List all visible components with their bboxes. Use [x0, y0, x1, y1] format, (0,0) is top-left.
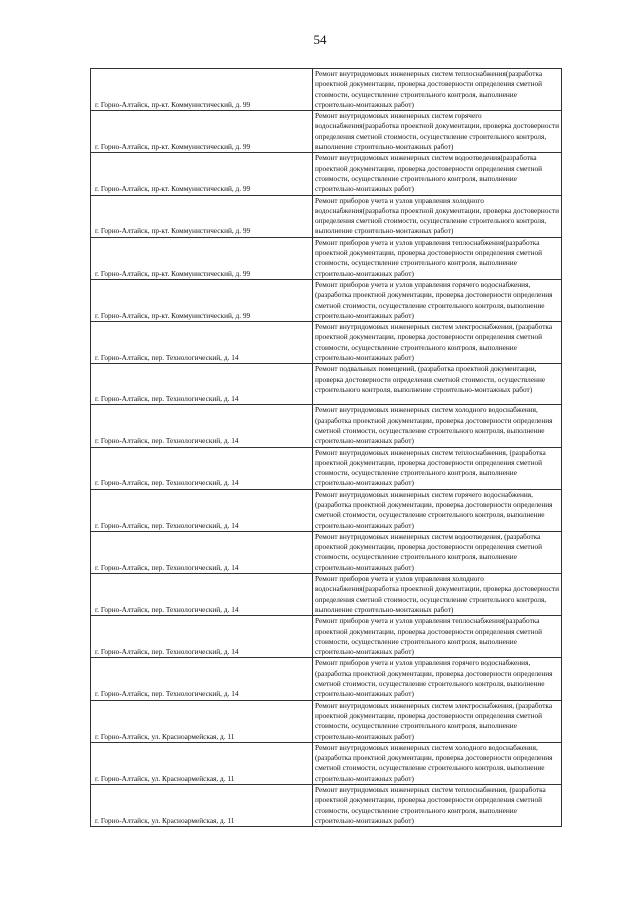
works-table-body — [91, 69, 562, 827]
table-row — [91, 785, 562, 827]
table-row — [91, 742, 562, 784]
work-description-cell: Ремонт приборов учета и узлов управления горячего водоснабжения, (разработка проектной документации, проверка достоверности определения сметной стоимости, осуществление строительного контроля, выполнение строительно-монтажных работ) — [313, 279, 562, 321]
address-cell: г. Горно-Алтайск, пр-кт. Коммунистический, д. 99 — [91, 69, 313, 111]
table-row — [91, 489, 562, 531]
table-row — [91, 531, 562, 573]
address-cell: г. Горно-Алтайск, ул. Красноармейская, д. 11 — [91, 700, 313, 742]
address-cell: г. Горно-Алтайск, пер. Технологический, д. 14 — [91, 616, 313, 658]
work-description-cell: Ремонт внутридомовых инженерных систем холодного водоснабжения, (разработка проектной документации, проверка достоверности определения сметной стоимости, осуществление строительного контроля, выполнение строительно-монтажных работ) — [313, 405, 562, 447]
table-row — [91, 153, 562, 195]
address-cell: г. Горно-Алтайск, пер. Технологический, д. 14 — [91, 531, 313, 573]
address-cell: г. Горно-Алтайск, пр-кт. Коммунистический, д. 99 — [91, 111, 313, 153]
table-row — [91, 364, 562, 405]
table-row — [91, 195, 562, 237]
table-row — [91, 658, 562, 700]
page-number: 54 — [313, 32, 327, 47]
address-cell: г. Горно-Алтайск, пер. Технологический, д. 14 — [91, 489, 313, 531]
address-cell: г. Горно-Алтайск, пр-кт. Коммунистический, д. 99 — [91, 237, 313, 279]
address-cell: г. Горно-Алтайск, ул. Красноармейская, д. 11 — [91, 785, 313, 827]
work-description-cell: Ремонт приборов учета и узлов управления холодного водоснабжения(разработка проектной документации, проверка достоверности определения сметной стоимости, осуществление строительного контроля, выполнение строительно-монтажных работ) — [313, 574, 562, 616]
address-cell: г. Горно-Алтайск, пер. Технологический, д. 14 — [91, 447, 313, 489]
works-table — [90, 68, 562, 827]
table-row — [91, 700, 562, 742]
address-cell: г. Горно-Алтайск, пер. Технологический, д. 14 — [91, 364, 313, 405]
address-cell: г. Горно-Алтайск, пер. Технологический, д. 14 — [91, 405, 313, 447]
work-description-cell: Ремонт внутридомовых инженерных систем теплоснабжения(разработка проектной документации, проверка достоверности определения сметной стоимости, осуществление строительного контроля, выполнение строительно-монтажных работ) — [313, 69, 562, 111]
table-row — [91, 616, 562, 658]
table-row — [91, 111, 562, 153]
table-row — [91, 237, 562, 279]
address-cell: г. Горно-Алтайск, пр-кт. Коммунистический, д. 99 — [91, 279, 313, 321]
work-description-cell: Ремонт приборов учета и узлов управления теплоснабжения(разработка проектной документации, проверка достоверности определения сметной стоимости, осуществление строительного контроля, выполнение строительно-монтажных работ) — [313, 616, 562, 658]
work-description-cell: Ремонт подвальных помещений, (разработка проектной документации, проверка достоверности определения сметной стоимости, осуществление строительного контроля, выполнение строительно-монтажных работ) — [313, 364, 562, 405]
table-row — [91, 322, 562, 364]
table-row — [91, 69, 562, 111]
table-row — [91, 574, 562, 616]
table-row — [91, 447, 562, 489]
work-description-cell: Ремонт внутридомовых инженерных систем горячего водоснабжения, (разработка проектной документации, проверка достоверности определения сметной стоимости, осуществление строительного контроля, выполнение строительно-монтажных работ) — [313, 489, 562, 531]
work-description-cell: Ремонт внутридомовых инженерных систем холодного водоснабжения, (разработка проектной документации, проверка достоверности определения сметной стоимости, осуществление строительного контроля, выполнение строительно-монтажных работ) — [313, 742, 562, 784]
table-row — [91, 279, 562, 321]
work-description-cell: Ремонт внутридомовых инженерных систем горячего водоснабжения(разработка проектной документации, проверка достоверности определения сметной стоимости, осуществление строительного контроля, выполнение строительно-монтажных работ) — [313, 111, 562, 153]
address-cell: г. Горно-Алтайск, пер. Технологический, д. 14 — [91, 658, 313, 700]
work-description-cell: Ремонт внутридомовых инженерных систем водоотведения, (разработка проектной документации, проверка достоверности определения сметной стоимости, осуществление строительного контроля, выполнение строительно-монтажных работ) — [313, 531, 562, 573]
work-description-cell: Ремонт внутридомовых инженерных систем электроснабжения, (разработка проектной документации, проверка достоверности определения сметной стоимости, осуществление строительного контроля, выполнение строительно-монтажных работ) — [313, 700, 562, 742]
work-description-cell: Ремонт внутридомовых инженерных систем электроснабжения, (разработка проектной документации, проверка достоверности определения сметной стоимости, осуществление строительного контроля, выполнение строительно-монтажных работ) — [313, 322, 562, 364]
work-description-cell: Ремонт приборов учета и узлов управления теплоснабжения(разработка проектной документации, проверка достоверности определения сметной стоимости, осуществление строительного контроля, выполнение строительно-монтажных работ) — [313, 237, 562, 279]
address-cell: г. Горно-Алтайск, ул. Красноармейская, д. 11 — [91, 742, 313, 784]
address-cell: г. Горно-Алтайск, пр-кт. Коммунистический, д. 99 — [91, 153, 313, 195]
work-description-cell: Ремонт внутридомовых инженерных систем теплоснабжения, (разработка проектной документации, проверка достоверности определения сметной стоимости, осуществление строительного контроля, выполнение строительно-монтажных работ) — [313, 447, 562, 489]
table-row — [91, 405, 562, 447]
address-cell: г. Горно-Алтайск, пер. Технологический, д. 14 — [91, 574, 313, 616]
work-description-cell: Ремонт приборов учета и узлов управления холодного водоснабжения(разработка проектной документации, проверка достоверности определения сметной стоимости, осуществление строительного контроля, выполнение строительно-монтажных работ) — [313, 195, 562, 237]
work-description-cell: Ремонт внутридомовых инженерных систем теплоснабжения, (разработка проектной документации, проверка достоверности определения сметной стоимости, осуществление строительного контроля, выполнение строительно-монтажных работ) — [313, 785, 562, 827]
work-description-cell: Ремонт внутридомовых инженерных систем водоотведения(разработка проектной документации, проверка достоверности определения сметной стоимости, осуществление строительного контроля, выполнение строительно-монтажных работ) — [313, 153, 562, 195]
address-cell: г. Горно-Алтайск, пр-кт. Коммунистический, д. 99 — [91, 195, 313, 237]
work-description-cell: Ремонт приборов учета и узлов управления горячего водоснабжения, (разработка проектной документации, проверка достоверности определения сметной стоимости, осуществление строительного контроля, выполнение строительно-монтажных работ) — [313, 658, 562, 700]
address-cell: г. Горно-Алтайск, пер. Технологический, д. 14 — [91, 322, 313, 364]
